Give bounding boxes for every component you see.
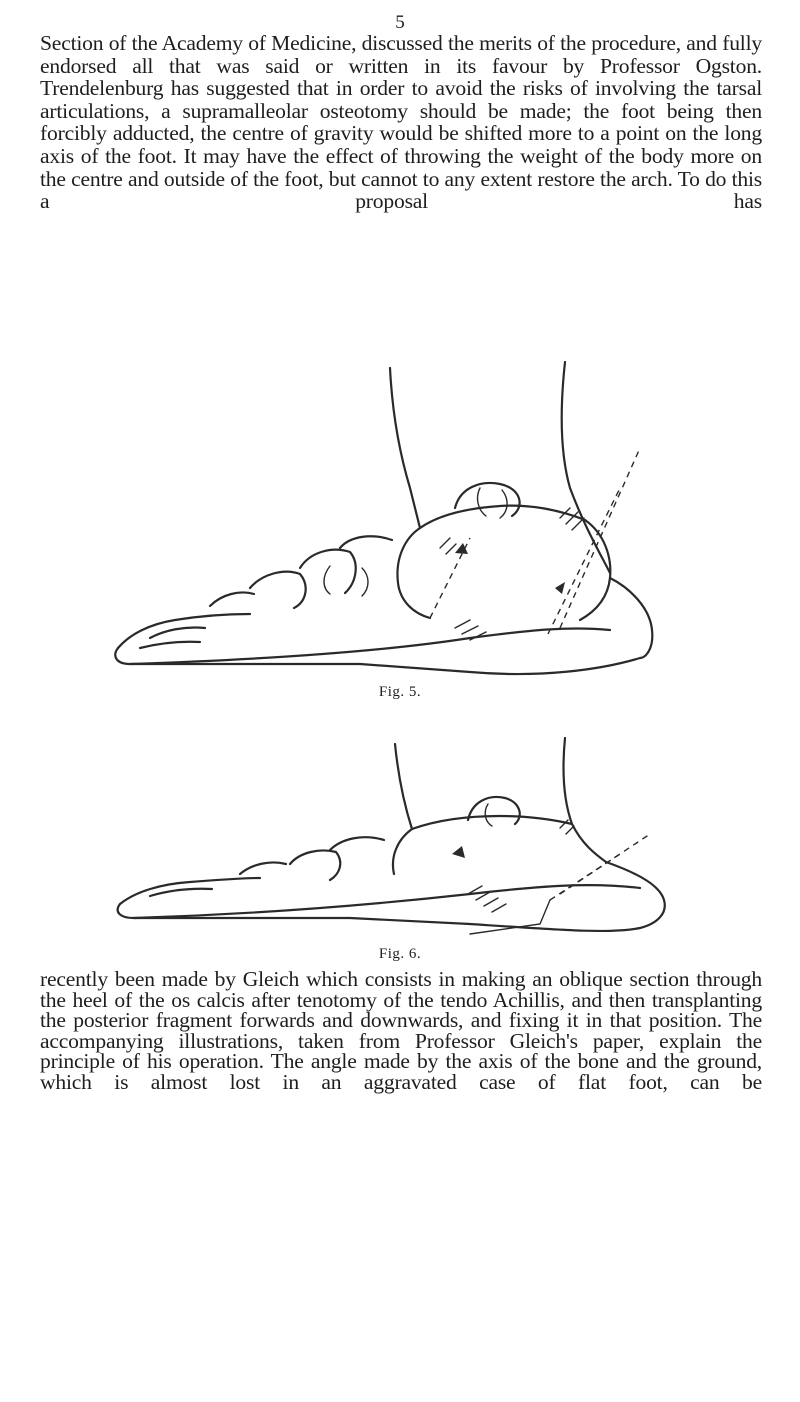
figure-6 <box>0 724 800 970</box>
body-paragraph-top: Section of the Academy of Medicine, discussed the merits of the procedure, and fully endorsed all that was said or written in its favour by Professor Ogston. Trendelenburg has suggested that in order to avoid the risks of involving the tarsal articulations, a supramalleolar osteotomy should be made; the foot being then forcibly adducted, the centre of gravity would be shifted more to a point on the long axis of the foot. It may have the effect of throwing the weight of the body more on the centre and outside of the foot, but cannot to any extent restore the arch. To do this a proposal has <box>40 31 762 214</box>
figure-6-caption: Fig. 6. <box>378 946 422 962</box>
page-number: 5 <box>395 12 405 33</box>
figure-5-illustration <box>0 338 800 678</box>
figure-6-illustration <box>0 724 800 944</box>
figure-5-caption: Fig. 5. <box>378 684 422 700</box>
body-paragraph-bottom: recently been made by Gleich which consists in making an oblique section through the heel of the os calcis after tenotomy of the tendo Achillis, and then transplanting the posterior fragment forwards and downwards, and fixing it in that position. The accompanying illustrations, taken from Professor Gleich's paper, explain the principle of his operation. The angle made by the axis of the bone and the ground, which is almost lost in an aggravated case of flat foot, can be <box>40 967 762 1094</box>
figure-5 <box>0 338 800 718</box>
